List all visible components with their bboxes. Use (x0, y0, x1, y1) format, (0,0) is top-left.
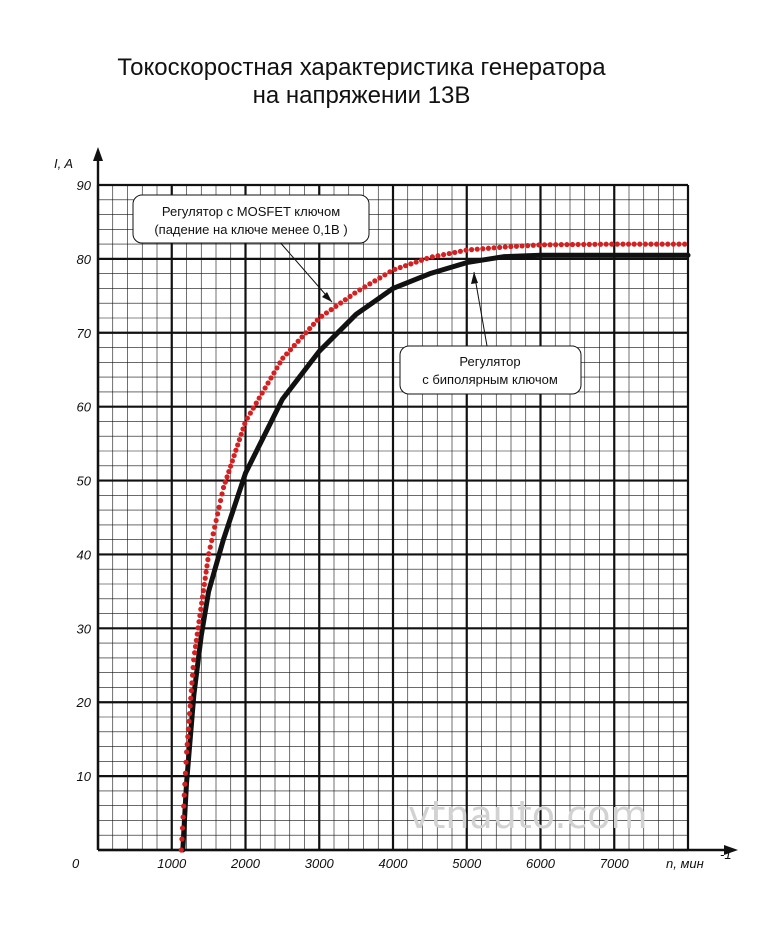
series-point-mosfet (587, 242, 592, 247)
series-point-mosfet (257, 395, 262, 400)
series-point-mosfet (196, 625, 201, 630)
series-point-mosfet (536, 242, 541, 247)
series-point-mosfet (196, 619, 201, 624)
series-point-mosfet (581, 242, 586, 247)
series-point-mosfet (519, 243, 524, 248)
series-point-mosfet (206, 551, 211, 556)
series-point-mosfet (232, 453, 237, 458)
series-point-mosfet (626, 242, 631, 247)
tick-labels (76, 178, 630, 871)
series-point-mosfet (181, 803, 186, 808)
bipolar-callout-line-2: с биполярным ключом (422, 372, 558, 387)
series-point-mosfet (319, 314, 324, 319)
series-point-mosfet (347, 294, 352, 299)
series-point-mosfet (211, 531, 216, 536)
series-point-mosfet (197, 613, 202, 618)
mosfet-leader-arrow (322, 292, 332, 302)
series-point-mosfet (559, 242, 564, 247)
series-point-mosfet (184, 749, 189, 754)
series-point-mosfet (643, 242, 648, 247)
series-point-mosfet (660, 242, 665, 247)
x-tick-label: 6000 (526, 856, 555, 871)
series-point-mosfet (296, 339, 301, 344)
series-point-mosfet (223, 480, 228, 485)
series-point-mosfet (508, 244, 513, 249)
series-point-mosfet (676, 242, 681, 247)
series-point-mosfet (183, 760, 188, 765)
x-tick-label: 5000 (452, 856, 482, 871)
series-point-mosfet (382, 272, 387, 277)
series-point-mosfet (230, 458, 235, 463)
series-point-mosfet (671, 242, 676, 247)
y-tick-label: 30 (76, 621, 91, 637)
series-point-mosfet (224, 474, 229, 479)
series-point-mosfet (194, 638, 199, 643)
series-point-mosfet (265, 380, 270, 385)
series-point-mosfet (271, 370, 276, 375)
series-point-mosfet (277, 360, 282, 365)
origin-label: 0 (72, 856, 80, 871)
series-point-mosfet (288, 347, 293, 352)
series-point-mosfet (377, 275, 382, 280)
series-point-mosfet (183, 771, 188, 776)
series-point-mosfet (203, 576, 208, 581)
series-point-mosfet (654, 242, 659, 247)
series-point-mosfet (352, 290, 357, 295)
series-point-mosfet (215, 511, 220, 516)
mosfet-callout-line-1: Регулятор с MOSFET ключом (161, 204, 341, 219)
title-line-1: Токоскоростная характеристика генератора (117, 54, 606, 81)
series-point-mosfet (221, 485, 226, 490)
series-point-mosfet (237, 437, 242, 442)
series-point-mosfet (233, 448, 238, 453)
series-point-mosfet (463, 248, 468, 253)
x-tick-label: 4000 (378, 856, 408, 871)
series-point-mosfet (311, 322, 316, 327)
series-point-mosfet (239, 432, 244, 437)
series-point-mosfet (195, 631, 200, 636)
series-point-mosfet (251, 406, 256, 411)
y-tick-label: 90 (76, 178, 91, 193)
series-point-mosfet (480, 246, 485, 251)
series-point-mosfet (284, 351, 289, 356)
series-point-mosfet (435, 253, 440, 258)
series-point-mosfet (190, 673, 195, 678)
series-point-mosfet (469, 247, 474, 252)
series-point-mosfet (620, 242, 625, 247)
bipolar-callout-line-1: Регулятор (459, 354, 521, 369)
x-tick-label: 7000 (599, 856, 629, 871)
watermark: vtnauto.com (408, 793, 648, 837)
series-point-mosfet (200, 594, 205, 599)
series-point-mosfet (367, 281, 372, 286)
series-point-mosfet (357, 287, 362, 292)
series-point-mosfet (274, 365, 279, 370)
y-tick-label: 60 (76, 399, 91, 415)
series-point-mosfet (632, 242, 637, 247)
series-point-mosfet (185, 742, 190, 747)
series-point-mosfet (514, 244, 519, 249)
series-point-mosfet (475, 247, 480, 252)
x-axis-label-superscript: -1 (720, 847, 732, 862)
series-point-mosfet (408, 261, 413, 266)
series-point-mosfet (441, 252, 446, 257)
series-point-mosfet (665, 242, 670, 247)
series-point-mosfet (615, 242, 620, 247)
series-point-mosfet (187, 711, 192, 716)
series-point-mosfet (191, 657, 196, 662)
series-point-mosfet (186, 726, 191, 731)
series-point-mosfet (199, 600, 204, 605)
series-point-mosfet (202, 582, 207, 587)
callouts (133, 195, 581, 394)
series-point-mosfet (609, 242, 614, 247)
series-point-mosfet (209, 538, 214, 543)
series-point-mosfet (329, 307, 334, 312)
mosfet-callout-line-2: (падение на ключе менее 0,1В ) (154, 222, 348, 237)
series-point-mosfet (179, 847, 184, 852)
series-point-mosfet (263, 385, 268, 390)
series-point-mosfet (682, 242, 687, 247)
series-point-mosfet (235, 442, 240, 447)
series-point-mosfet (280, 356, 285, 361)
series-point-mosfet (458, 249, 463, 254)
series-point-mosfet (564, 242, 569, 247)
series-point-mosfet (392, 267, 397, 272)
x-tick-label: 3000 (304, 856, 334, 871)
series-point-mosfet (531, 243, 536, 248)
series-point-mosfet (403, 263, 408, 268)
series-point-mosfet (219, 491, 224, 496)
series-point-mosfet (204, 563, 209, 568)
series-point-mosfet (180, 825, 185, 830)
x-axis-label: n, мин (666, 856, 704, 871)
series-point-mosfet (214, 518, 219, 523)
series-point-mosfet (268, 375, 273, 380)
series-point-mosfet (216, 505, 221, 510)
series-point-mosfet (648, 242, 653, 247)
series-point-mosfet (226, 469, 231, 474)
series-point-mosfet (191, 665, 196, 670)
series-point-mosfet (218, 498, 223, 503)
series-point-mosfet (324, 310, 329, 315)
series-point-mosfet (452, 250, 457, 255)
series-point-mosfet (338, 300, 343, 305)
series-point-mosfet (525, 243, 530, 248)
series-point-mosfet (186, 719, 191, 724)
series-point-mosfet (189, 688, 194, 693)
series-point-mosfet (292, 343, 297, 348)
series-point-mosfet (182, 782, 187, 787)
series-point-mosfet (185, 734, 190, 739)
series-point-mosfet (303, 330, 308, 335)
series-line-bipolar (183, 255, 688, 850)
series-point-mosfet (576, 242, 581, 247)
y-axis-arrow (93, 147, 103, 161)
series-point-mosfet (307, 326, 312, 331)
series-point-mosfet (542, 242, 547, 247)
series-point-mosfet (254, 401, 259, 406)
series-point-mosfet (240, 426, 245, 431)
series-point-mosfet (486, 246, 491, 251)
series-point-mosfet (212, 525, 217, 530)
series-point-mosfet (188, 696, 193, 701)
series-point-mosfet (430, 254, 435, 259)
series-point-mosfet (245, 416, 250, 421)
x-tick-label: 1000 (157, 856, 187, 871)
series-point-mosfet (424, 256, 429, 261)
y-tick-label: 70 (76, 325, 91, 341)
series-point-mosfet (182, 793, 187, 798)
x-tick-label: 2000 (231, 856, 260, 871)
y-tick-label: 80 (76, 251, 91, 267)
series-point-mosfet (193, 644, 198, 649)
series-point-mosfet (188, 703, 193, 708)
series-point-mosfet (570, 242, 575, 247)
y-tick-label: 10 (76, 769, 91, 785)
series-point-mosfet (205, 557, 210, 562)
series-point-mosfet (604, 242, 609, 247)
series-point-mosfet (637, 242, 642, 247)
series-point-mosfet (333, 304, 338, 309)
series-point-mosfet (201, 588, 206, 593)
series-point-mosfet (372, 278, 377, 283)
series-point-mosfet (547, 242, 552, 247)
mosfet-leader-line (278, 240, 332, 302)
series-point-mosfet (299, 334, 304, 339)
series-point-mosfet (553, 242, 558, 247)
series-point-mosfet (208, 545, 213, 550)
series-point-mosfet (387, 269, 392, 274)
series-point-mosfet (414, 259, 419, 264)
y-axis-label: I, A (54, 156, 74, 171)
y-tick-label: 40 (76, 547, 91, 563)
series-point-mosfet (179, 836, 184, 841)
series-point-mosfet (198, 607, 203, 612)
series-point-mosfet (228, 464, 233, 469)
series-point-mosfet (242, 421, 247, 426)
y-tick-label: 50 (76, 473, 91, 489)
y-tick-label: 20 (76, 695, 91, 711)
series-point-mosfet (447, 251, 452, 256)
series-point-mosfet (491, 245, 496, 250)
series-point-mosfet (260, 390, 265, 395)
series-point-mosfet (204, 569, 209, 574)
series-point-mosfet (181, 814, 186, 819)
series-point-mosfet (503, 244, 508, 249)
series-point-mosfet (315, 318, 320, 323)
series-point-mosfet (592, 242, 597, 247)
series-point-mosfet (189, 680, 194, 685)
series-point-mosfet (248, 411, 253, 416)
series-point-mosfet (192, 650, 197, 655)
title-line-2: на напряжении 13В (252, 82, 471, 109)
series-point-mosfet (343, 297, 348, 302)
series-point-mosfet (598, 242, 603, 247)
series-point-mosfet (497, 245, 502, 250)
series-point-mosfet (362, 284, 367, 289)
series-point-mosfet (419, 258, 424, 263)
series-point-mosfet (398, 265, 403, 270)
